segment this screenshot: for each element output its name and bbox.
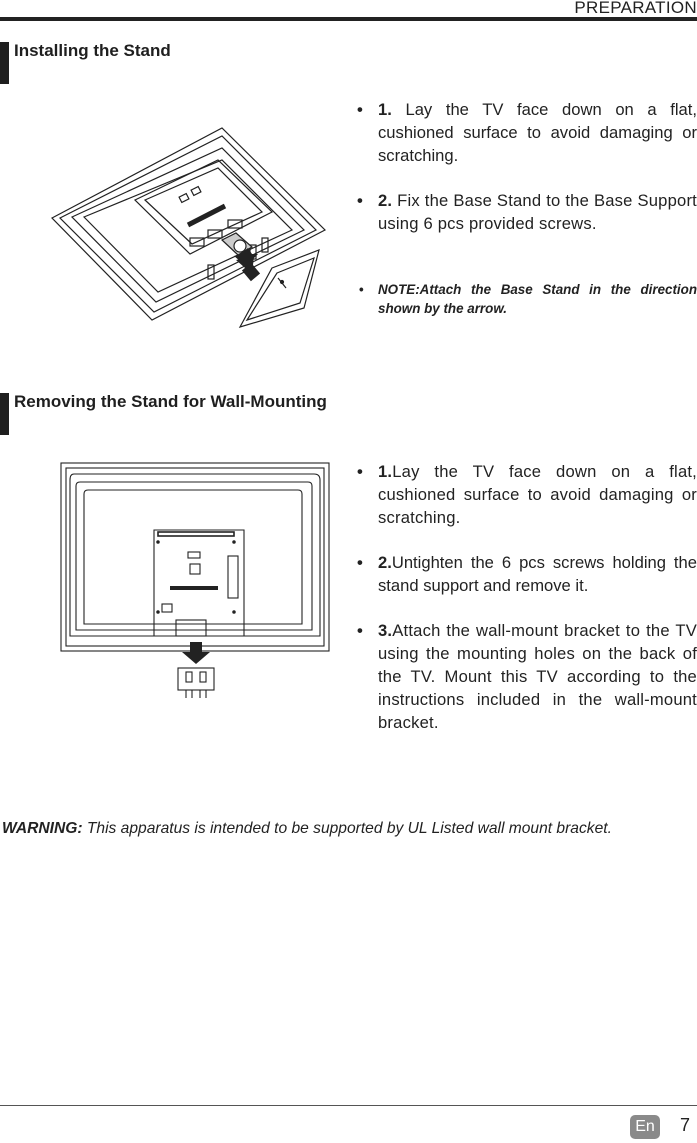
footer-rule: [0, 1105, 697, 1106]
page-number: 7: [680, 1115, 691, 1135]
removal-step-1: • 1.Lay the TV face down on a flat, cushioned surface to avoid damaging or scratching.: [357, 460, 697, 529]
section-marker-removal: [0, 393, 9, 435]
language-badge: En: [630, 1115, 660, 1139]
section-marker-install: [0, 42, 9, 84]
header-rule: [0, 17, 697, 21]
removal-stand-illustration: [58, 460, 338, 710]
removal-step-2: • 2.Untighten the 6 pcs screws holding the stand support and remove it.: [357, 551, 697, 597]
wall-mount-warning: WARNING: This apparatus is intended to be supported by UL Listed wall mount bracket.: [2, 820, 612, 837]
install-stand-illustration: [40, 120, 340, 340]
install-note: • NOTE:Attach the Base Stand in the direction shown by the arrow.: [357, 280, 697, 318]
header-section-title: PREPARATION: [574, 0, 697, 17]
removal-steps: [357, 460, 697, 734]
install-steps: [357, 98, 697, 235]
removal-section-title: Removing the Stand for Wall-Mounting: [14, 392, 327, 411]
install-step-2: • 2. Fix the Base Stand to the Base Support using 6 pcs provided screws.: [357, 189, 697, 235]
install-section-title: Installing the Stand: [14, 41, 171, 60]
install-step-1: • 1. Lay the TV face down on a flat, cushioned surface to avoid damaging or scratching.: [357, 98, 697, 167]
removal-step-3: • 3.Attach the wall-mount bracket to the TV using the mounting holes on the back of the TV. Mount this TV according to the instructions included in the wall-mount bracket.: [357, 619, 697, 734]
